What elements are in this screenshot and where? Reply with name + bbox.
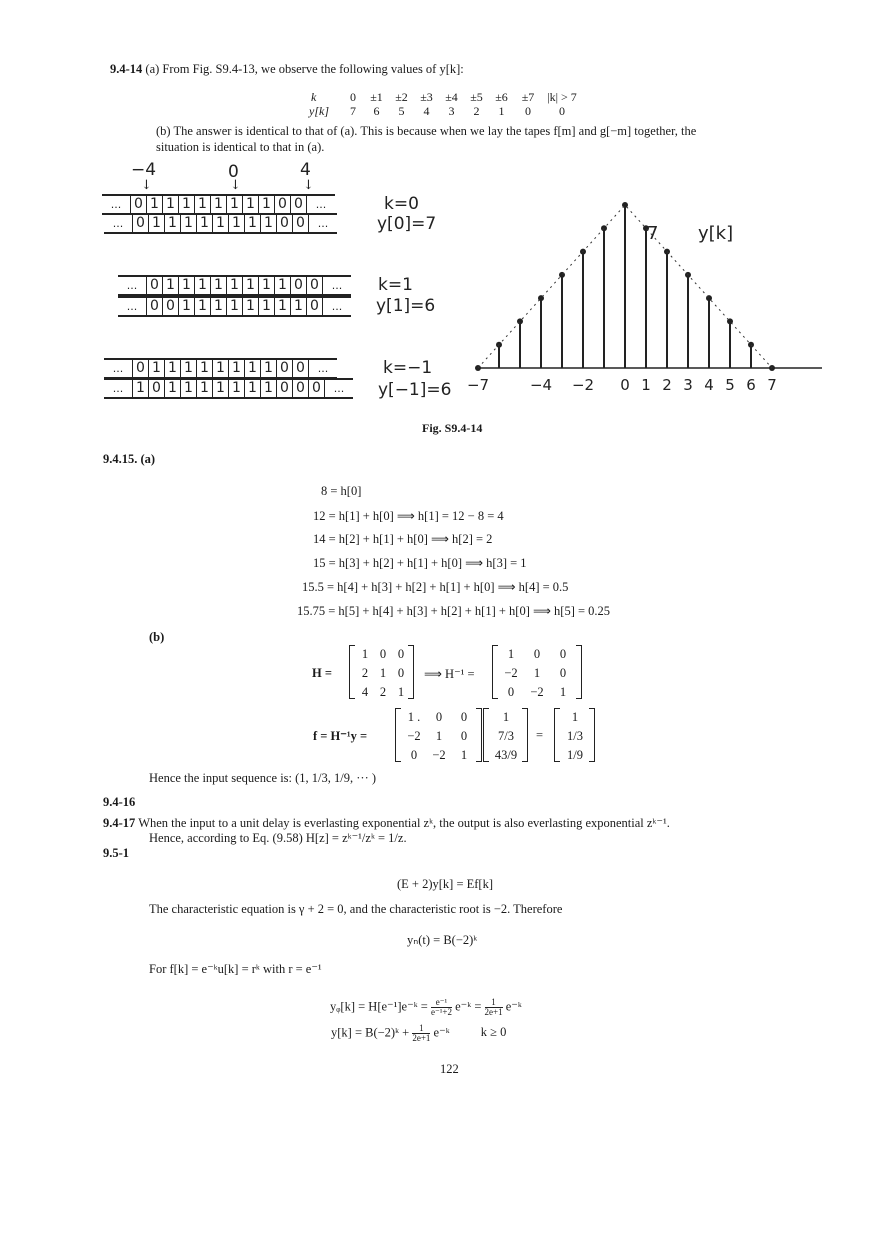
tape-dots: ... [112,362,124,375]
problem-9-4-17-line2: Hence, according to Eq. (9.58) H[z] = zᵏ⁻¹/zᵏ = 1/z. [149,831,407,845]
tape-cell: 1 [146,196,162,213]
tape-cell: 1 [228,360,244,377]
marker-minus4: −4 [131,160,157,180]
tape-cell: 0 [146,298,162,315]
denominator: e⁻¹+2 [430,1007,452,1017]
tape-dots: ... [324,380,353,397]
problem-text: When the input to a unit delay is everlasting exponential zᵏ, the output is also everlasting exponential zᵏ⁻¹. [138,816,670,830]
tick-labels-group [467,376,777,394]
matrix-entry: −2 [504,666,518,680]
tape-cell: 1 [228,380,244,397]
tape-cell: 0 [306,277,322,294]
tape-cell: 0 [290,196,306,213]
matrix-entry: 2 [379,685,387,699]
tape-dots: ... [110,198,122,211]
tape-cell: 1 [242,298,258,315]
conclusion-text: Hence the input sequence is: (1, 1/3, 1/9, ··· ) [149,771,377,785]
fraction [431,998,452,1017]
tape-top [118,275,351,296]
matrix-entry: 1 [460,748,468,762]
tape-cell: 0 [306,298,322,315]
part-b-line1: (b) The answer is identical to that of (a). This is because when we lay the tapes f[m] and g[−m] together, the [156,124,697,138]
problem-heading: 9.4-14 [110,62,143,76]
tick-label: −4 [529,376,553,394]
k-label-1: k=1 [378,275,413,295]
tick-label: 2 [662,376,672,394]
equation-line: 15.5 = h[4] + h[3] + h[2] + h[1] + h[0] ⟹ h[4] = 0.5 [302,580,569,594]
equals-sign: = [536,728,544,742]
problem-9-4-14-line [110,62,464,77]
problem-9-4-17-line1 [103,815,670,831]
table-y-row [342,104,582,119]
table-y-cell: 5 [398,104,405,118]
table-y-cell: 7 [350,104,356,118]
tape-cell: 1 [162,277,178,294]
part-b-label: (b) [149,630,165,644]
matrix-entry: 0 [435,710,443,724]
matrix-entry: 1/3 [567,729,583,743]
stem-point [559,272,565,278]
table-y-cell: 1 [498,104,505,118]
denominator: 2e+1 [484,1007,503,1017]
matrix-entry: 0 [397,647,405,661]
bracket-left [483,708,489,762]
matrix-entry: 0 [507,685,515,699]
bracket-left [554,708,560,762]
tick-label: 5 [725,376,735,394]
tape-cell: 0 [276,360,292,377]
eq-part: y[k] = B(−2)ᵏ + [331,1025,410,1040]
tape-cell: 0 [274,196,290,213]
tape-cell: 1 [274,277,290,294]
tape-cell: 1 [180,215,196,232]
tape-cell: 1 [290,298,306,315]
tape-cell: 1 [212,380,228,397]
tape-cell: 1 [210,298,226,315]
tape-cell: 1 [164,380,180,397]
tape-cell: 1 [164,215,180,232]
matrix-entry: 1 [379,666,387,680]
bracket-right [408,645,414,699]
numerator: 1 [412,1024,430,1034]
tape-cell: 0 [276,215,292,232]
tape-cell: 1 [180,360,196,377]
matrix-entry: 1 [571,710,579,724]
tape-cell: 1 [228,215,244,232]
implies-Hinv: ⟹ H⁻¹ = [424,667,475,681]
matrix-Hinv-repeat [402,710,476,763]
stem-point [706,295,712,301]
tick-label: −2 [571,376,595,394]
numerator: e⁻¹ [431,998,452,1008]
tape-dots: ... [112,382,124,395]
tape-cell: 1 [212,215,228,232]
tape-bottom [104,378,353,399]
tape-top [102,194,335,215]
characteristic-text: The characteristic equation is γ + 2 = 0, and the characteristic root is −2. Therefore [149,902,563,916]
table-y-cell: 3 [448,104,455,118]
eq-part: e⁻ᵏ [505,999,522,1014]
equation-line: 12 = h[1] + h[0] ⟹ h[1] = 12 − 8 = 4 [313,509,504,523]
numerator: 1 [485,998,503,1008]
matrix-entry: 0 [410,748,418,762]
tape-top [104,358,337,379]
tape-cell: 0 [132,360,148,377]
equation-line: 15.75 = h[5] + h[4] + h[3] + h[2] + h[1] + h[0] ⟹ h[5] = 0.25 [297,604,611,618]
matrix-entry: 0 [397,666,405,680]
eq-part: e⁻ᵏ [433,1025,450,1040]
tape-cell: 1 [196,215,212,232]
tape-dots: ... [308,360,337,377]
tape-cell: 0 [292,380,308,397]
eq-condition: k ≥ 0 [480,1025,507,1040]
stem-point [601,225,607,231]
H-label: H = [312,666,332,680]
k-label-0: k=0 [384,194,419,214]
problem-9-4-15-heading: 9.4.15. (a) [103,452,156,466]
matrix-entry: 0 [460,710,468,724]
tape-cell: 1 [132,380,148,397]
eq-part: e⁻ᵏ = [455,999,482,1014]
marker-0: 0 [228,162,239,182]
tape-cell: 1 [148,215,164,232]
eq-part: yᵩ[k] = H[e⁻¹]e⁻ᵏ = [330,999,428,1014]
tape-cell: 1 [274,298,290,315]
stem-point [748,342,754,348]
matrix-entry: 43/9 [494,748,518,762]
table-k-cell: ±6 [495,90,508,104]
matrix-entry: −2 [530,685,544,699]
tick-label: 6 [746,376,756,394]
tape-dots: ... [322,277,351,294]
tape-cell: 1 [196,380,212,397]
tape-cell: 1 [178,298,194,315]
table-k-cell: ±4 [445,90,458,104]
matrix-entry: 1 [502,710,510,724]
equation-line: 8 = h[0] [321,484,362,498]
matrix-entry: 0 [460,729,468,743]
equation-line: 14 = h[2] + h[1] + h[0] ⟹ h[2] = 2 [313,532,493,546]
tape-cell: 0 [308,380,324,397]
tape-cell: 1 [178,277,194,294]
f-label: f = H⁻¹y = [313,729,368,743]
tape-cell: 0 [162,298,178,315]
matrix-entry: −2 [432,748,446,762]
tape-cell: 0 [290,277,306,294]
tape-cell: 1 [164,360,180,377]
table-y-cell: 0 [559,104,565,118]
stem-plot [466,195,830,410]
matrix-entry: 1 [533,666,541,680]
matrix-entry: 2 [361,666,369,680]
matrix-Hinv [498,647,576,700]
table-y-label: y[k] [309,104,329,118]
total-response-eq [331,1024,506,1043]
bracket-left [349,645,355,699]
denominator: 2e+1 [412,1033,431,1043]
down-arrow-icon: ↓ [141,178,152,193]
matrix-entry: 7/3 [498,729,514,743]
table-k-cell: ±7 [521,90,535,104]
tape-cell: 1 [194,298,210,315]
marker-4: 4 [300,160,311,180]
tape-bottom [104,213,337,234]
table-y-cell: 0 [525,104,531,118]
table-k-row [342,90,582,105]
tape-cell: 1 [260,360,276,377]
table-k-cell: ±2 [395,90,408,104]
tape-dots: ... [126,279,138,292]
tick-label: 1 [641,376,651,394]
bracket-left [395,708,401,762]
tape-cell: 1 [194,277,210,294]
tick-label: 4 [704,376,714,394]
y-label-2: y[−1]=6 [378,380,452,400]
tape-cell: 1 [210,277,226,294]
down-arrow-icon: ↓ [303,178,314,193]
problem-9-4-16-heading: 9.4-16 [103,795,136,809]
y-label-0: y[0]=7 [377,214,437,234]
tape-dots: ... [126,300,138,313]
problem-heading: 9.4-17 [103,816,136,830]
tape-cell: 1 [226,196,242,213]
tape-cell: 1 [258,196,274,213]
fraction [412,1024,430,1043]
table-k-cell: ±5 [470,90,483,104]
tape-cell: 1 [244,215,260,232]
table-k-cell: ±1 [370,90,383,104]
tape-cell: 0 [292,215,308,232]
tape-cell: 0 [132,215,148,232]
tape-cell: 1 [226,298,242,315]
problem-9-5-1-heading: 9.5-1 [103,846,130,860]
matrix-entry: 1 . [407,710,421,724]
tape-cell: 1 [258,298,274,315]
tape-cell: 0 [292,360,308,377]
tape-cell: 1 [162,196,178,213]
equation-line: 15 = h[3] + h[2] + h[1] + h[0] ⟹ h[3] = 1 [313,556,527,570]
peak-label: 7 [647,223,659,244]
matrix-entry: 1 [507,647,515,661]
tape-cell: 1 [244,360,260,377]
down-arrow-icon: ↓ [230,178,241,193]
y-label-1: y[1]=6 [376,296,436,316]
bracket-right [589,708,595,762]
tape-dots: ... [308,215,337,232]
table-y-cell: 4 [423,104,430,118]
tape-dots: ... [306,196,335,213]
tape-cell: 1 [242,196,258,213]
tape-cell: 1 [194,196,210,213]
tape-dots: ... [112,217,124,230]
part-b-line2: situation is identical to that in (a). [156,140,325,154]
difference-equation: (E + 2)y[k] = Ef[k] [397,877,494,891]
bracket-right [576,645,582,699]
vector-f [561,710,589,763]
stem-point [517,318,523,324]
page-number: 122 [440,1062,459,1076]
table-k-cell: ±3 [420,90,433,104]
tick-label: 3 [683,376,693,394]
k-label-2: k=−1 [383,358,433,378]
tape-cell: 1 [226,277,242,294]
matrix-entry: −2 [407,729,421,743]
part-a-text: (a) From Fig. S9.4-13, we observe the following values of y[k]: [145,62,464,76]
fraction [485,998,503,1017]
tape-cell: 0 [148,380,164,397]
bracket-right [476,708,482,762]
matrix-entry: 0 [559,647,567,661]
tape-cell: 0 [130,196,146,213]
for-text: For f[k] = e⁻ᵏu[k] = rᵏ with r = e⁻¹ [149,962,322,976]
matrix-entry: 1 [361,647,369,661]
tape-cell: 0 [146,277,162,294]
matrix-entry: 0 [533,647,541,661]
table-k-label: k [311,90,317,104]
tape-cell: 1 [196,360,212,377]
tape-cell: 1 [242,277,258,294]
tape-dots: ... [322,298,351,315]
tape-cell: 1 [210,196,226,213]
tape-cell: 1 [178,196,194,213]
particular-response-eq [330,998,522,1017]
matrix-entry: 1 [435,729,443,743]
matrix-H [356,647,410,700]
table-y-cell: 6 [373,104,380,118]
tape-bottom [118,296,351,317]
tape-cell: 1 [180,380,196,397]
table-k-cell: 0 [350,90,356,104]
tape-cell: 1 [260,380,276,397]
tape-cell: 1 [258,277,274,294]
tape-cell: 1 [244,380,260,397]
figure-caption: Fig. S9.4-14 [422,421,483,435]
vector-y [490,710,522,763]
bracket-right [522,708,528,762]
tick-label: −7 [466,376,490,394]
natural-response-eq: yₙ(t) = B(−2)ᵏ [407,933,478,947]
matrix-entry: 1/9 [567,748,583,762]
tick-label: 0 [620,376,630,394]
plot-label: y[k] [698,223,734,244]
tape-cell: 0 [276,380,292,397]
table-k-cell: |k| > 7 [547,90,577,104]
matrix-entry: 0 [379,647,387,661]
matrix-entry: 0 [559,666,567,680]
tick-label: 7 [767,376,777,394]
matrix-entry: 1 [559,685,567,699]
matrix-entry: 4 [361,685,369,699]
tape-cell: 1 [148,360,164,377]
tape-cell: 1 [260,215,276,232]
table-y-cell: 2 [473,104,480,118]
matrix-entry: 1 [397,685,405,699]
tape-cell: 1 [212,360,228,377]
